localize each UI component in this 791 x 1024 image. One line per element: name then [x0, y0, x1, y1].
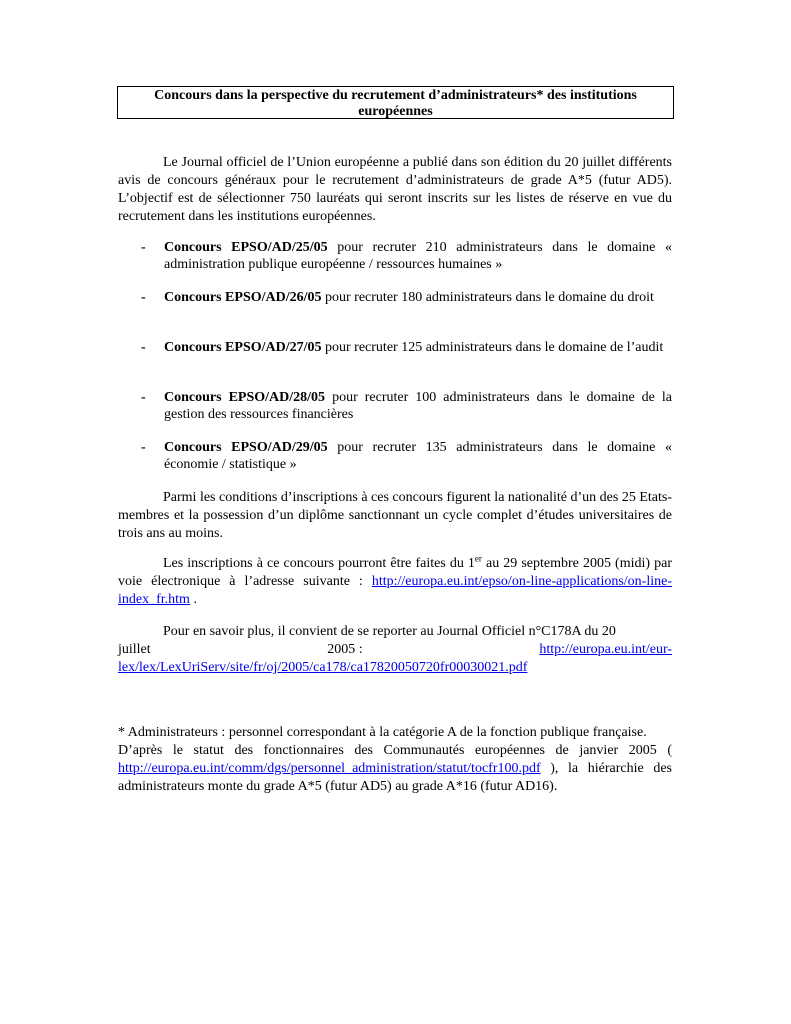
footnote-text: D’après le statut des fonctionnaires des Communautés européennes de janvier 2005 ( [118, 743, 672, 758]
page-title [117, 86, 674, 119]
contest-description: pour recruter 125 administrateurs dans le domaine de l’audit [321, 340, 664, 355]
contest-code: Concours EPSO/AD/28/05 [164, 390, 326, 405]
more-info-line: Pour en savoir plus, il convient de se reporter au Journal Officiel n°C178A du 20 [163, 624, 616, 639]
contest-description: pour recruter 210 administrateurs dans le domaine « administration publique européenne / ressources humaines » [164, 240, 673, 272]
official-journal-link-continued[interactable]: lex/lex/LexUriServ/site/fr/oj/2005/ca178/ca17820050720fr00030021.pdf [118, 660, 528, 675]
contest-description: pour recruter 180 administrateurs dans le domaine du droit [321, 290, 654, 305]
intro-paragraph: Le Journal officiel de l’Union européenne a publié dans son édition du 20 juillet différents avis de concours généraux pour le recrutement d’administrateurs de grade A*5 (futur AD5). L’objectif est de sélectionner 750 lauréats qui seront inscrits sur les listes de réserve en vue du recrutement dans les institutions européennes. [118, 155, 672, 224]
contest-code: Concours EPSO/AD/25/05 [164, 240, 328, 255]
contest-code: Concours EPSO/AD/29/05 [164, 440, 328, 455]
contest-description: pour recruter 135 administrateurs dans le domaine « économie / statistique » [164, 440, 673, 472]
list-item [141, 289, 672, 306]
title-line-1: Concours dans la perspective du recrutement d’administrateurs* des institutions [154, 88, 637, 103]
title-line-2: européennes [358, 104, 433, 119]
contest-code: Concours EPSO/AD/26/05 [164, 290, 322, 305]
ordinal-suffix: er [474, 553, 482, 564]
footnote-statute [118, 742, 672, 796]
bullet-dash: - [141, 290, 146, 305]
bullet-dash: - [141, 240, 146, 255]
footnote-definition: * Administrateurs : personnel correspondant à la catégorie A de la fonction publique française. [118, 725, 647, 740]
statute-link[interactable]: http://europa.eu.int/comm/dgs/personnel_administration/statut/tocfr100.pdf [118, 761, 541, 776]
more-info-justified-line [118, 641, 672, 659]
registration-text: Les inscriptions à ce concours pourront être faites du 1 [163, 556, 475, 571]
list-item [141, 389, 672, 423]
list-item [141, 339, 672, 356]
footnote [118, 724, 672, 796]
official-journal-link[interactable]: http://europa.eu.int/eur- [539, 642, 672, 657]
registration-end: . [189, 592, 197, 607]
registration-text-2: au 29 septembre 2005 (midi) par voie électronique à l’adresse suivante : [118, 556, 672, 589]
bullet-dash: - [141, 340, 146, 355]
contest-description: pour recruter 100 administrateurs dans le domaine de la gestion des ressources financières [164, 390, 673, 422]
conditions-paragraph: Parmi les conditions d’inscriptions à ces concours figurent la nationalité d’un des 25 Etats-membres et la possession d’un diplôme sanctionnant un cycle complet d’études universitaires de trois ans au moins. [118, 490, 672, 541]
epso-application-link[interactable]: http://europa.eu.int/epso/on-line-applications/on-line-index_fr.htm [118, 574, 672, 607]
bullet-dash: - [141, 440, 146, 455]
more-info-word: juillet [118, 642, 151, 657]
list-item [141, 239, 672, 273]
list-item [141, 439, 672, 473]
contest-code: Concours EPSO/AD/27/05 [164, 340, 322, 355]
more-info-word: 2005 : [327, 642, 363, 657]
bullet-dash: - [141, 390, 146, 405]
more-info-paragraph [118, 623, 672, 677]
footnote-text-2: ), la hiérarchie des administrateurs monte du grade A*5 (futur AD5) au grade A*16 (futur AD16). [118, 761, 672, 794]
registration-paragraph [118, 555, 672, 609]
